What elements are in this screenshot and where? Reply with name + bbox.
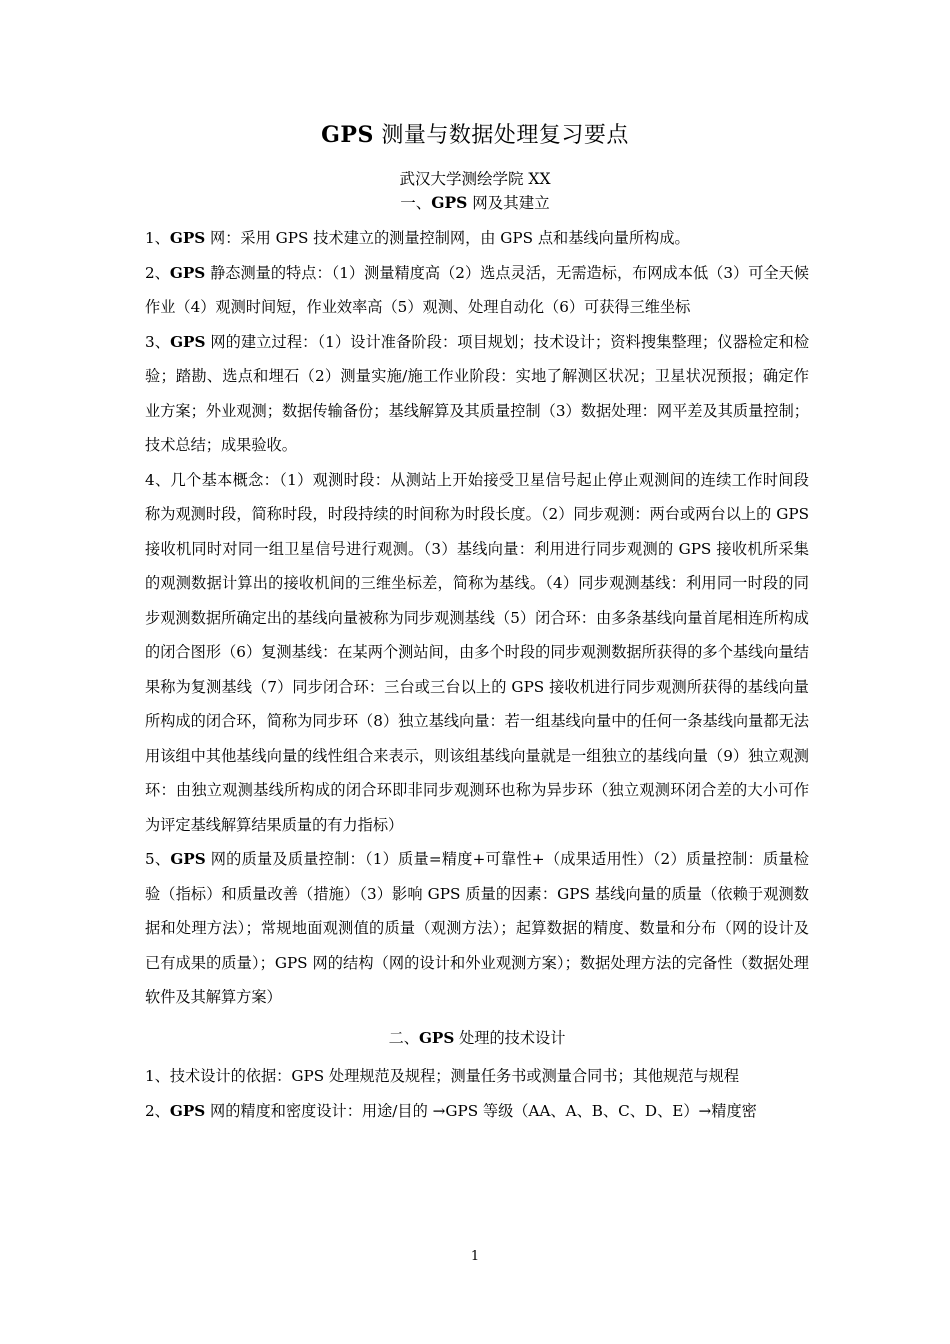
paragraph-5 xyxy=(145,842,809,1015)
section-heading-1 xyxy=(0,191,950,215)
section-1-bold: GPS xyxy=(431,193,468,212)
paragraph-number: 1、 xyxy=(145,1067,170,1085)
paragraph-number: 5、 xyxy=(145,850,171,868)
paragraph-number: 2、 xyxy=(145,263,170,282)
paragraph-number: 1、 xyxy=(145,229,170,247)
paragraph-number: 2、 xyxy=(145,1101,170,1120)
section-2-bold: GPS xyxy=(418,1028,455,1047)
paragraph-2-2 xyxy=(145,1094,809,1129)
paragraph-bold: GPS xyxy=(169,229,206,247)
document-title xyxy=(0,119,950,152)
section-heading-2 xyxy=(145,1015,809,1060)
section-1-text: 网及其建立 xyxy=(467,194,550,212)
paragraph-number: 4、 xyxy=(145,470,171,489)
paragraph-text: 网的建立过程：（1）设计准备阶段：项目规划；技术设计；资料搜集整理；仪器检定和检验；踏勘、选点和埋石（2）测量实施/施工作业阶段：实地了解测区状况；卫星状况预报；确定作业方案；外业观测；数据传输备份；基线解算及其质量控制（3）数据处理：网平差及其质量控制；技术总结；成果验收。 xyxy=(145,332,810,454)
paragraph-3 xyxy=(145,325,809,463)
document-body xyxy=(145,221,809,1128)
paragraph-text: 网的质量及质量控制：（1）质量=精度+可靠性+（成果适用性）（2）质量控制：质量检验（指标）和质量改善（措施）（3）影响 GPS 质量的因素：GPS 基线向量的质量（依赖于观测数据和处理方法）；常规地面观测值的质量（观测方法）；起算数据的精度、数量和分布（网的设计及已有成果的质量）；GPS 网的结构（网的设计和外业观测方案）；数据处理方法的完备性（数据处理软件及其解算方案） xyxy=(145,850,809,1006)
paragraph-1 xyxy=(145,221,809,256)
paragraph-bold: GPS xyxy=(169,263,206,282)
paragraph-2 xyxy=(145,256,809,325)
paragraph-bold: GPS xyxy=(170,332,206,351)
section-2-prefix: 二、 xyxy=(388,1028,419,1047)
title-bold: GPS xyxy=(321,122,374,148)
page-number: 1 xyxy=(470,1249,480,1264)
paragraph-number: 3、 xyxy=(145,332,171,351)
paragraph-text: 网：采用 GPS 技术建立的测量控制网，由 GPS 点和基线向量所构成。 xyxy=(205,229,690,247)
paragraph-bold: GPS xyxy=(170,850,206,868)
paragraph-text: 几个基本概念：（1）观测时段：从测站上开始接受卫星信号起止停止观测间的连续工作时间段称为观测时段，简称时段，时段持续的时间称为时段长度。（2）同步观测：两台或两台以上的 GPS 接收机同时对同一组卫星信号进行观测。（3）基线向量：利用进行同步观测的 GPS 接收机所采集的观测数据计算出的接收机间的三维坐标差，简称为基线。（4）同步观测基线：利用同一时段的同步观测数据所确定出的基线向量被称为同步观测基线（5）闭合环：由多条基线向量首尾相连所构成的闭合图形（6）复测基线：在某两个测站间，由多个时段的同步观测数据所获得的多个基线向量结果称为复测基线（7）同步闭合环：三台或三台以上的 GPS 接收机进行同步观测所获得的基线向量所构成的闭合环，简称为同步环（8）独立基线向量：若一组基线向量中的任何一条基线向量都无法用该组中其他基线向量的线性组合来表示，则该组基线向量就是一组独立的基线向量（9）独立观测环：由独立观测基线所构成的闭合环即非同步观测环也称为异步环（独立观测环闭合差的大小可作为评定基线解算结果质量的有力指标） xyxy=(145,470,809,834)
author-line: 武汉大学测绘学院 XX xyxy=(399,170,551,188)
section-2-text: 处理的技术设计 xyxy=(454,1028,566,1047)
paragraph-2-1 xyxy=(145,1059,809,1094)
section-1-prefix: 一、 xyxy=(400,194,432,212)
paragraph-text: 技术设计的依据：GPS 处理规范及规程；测量任务书或测量合同书；其他规范与规程 xyxy=(169,1067,740,1085)
paragraph-bold: GPS xyxy=(169,1101,206,1120)
paragraph-text: 静态测量的特点：（1）测量精度高（2）选点灵活，无需造标，布网成本低（3）可全天候作业（4）观测时间短，作业效率高（5）观测、处理自动化（6）可获得三维坐标 xyxy=(145,263,809,316)
title-text: 测量与数据处理复习要点 xyxy=(373,123,629,148)
paragraph-4 xyxy=(145,463,809,843)
paragraph-text: 网的精度和密度设计：用途/目的 →GPS 等级（AA、A、B、C、D、E）→精度密 xyxy=(205,1101,757,1120)
